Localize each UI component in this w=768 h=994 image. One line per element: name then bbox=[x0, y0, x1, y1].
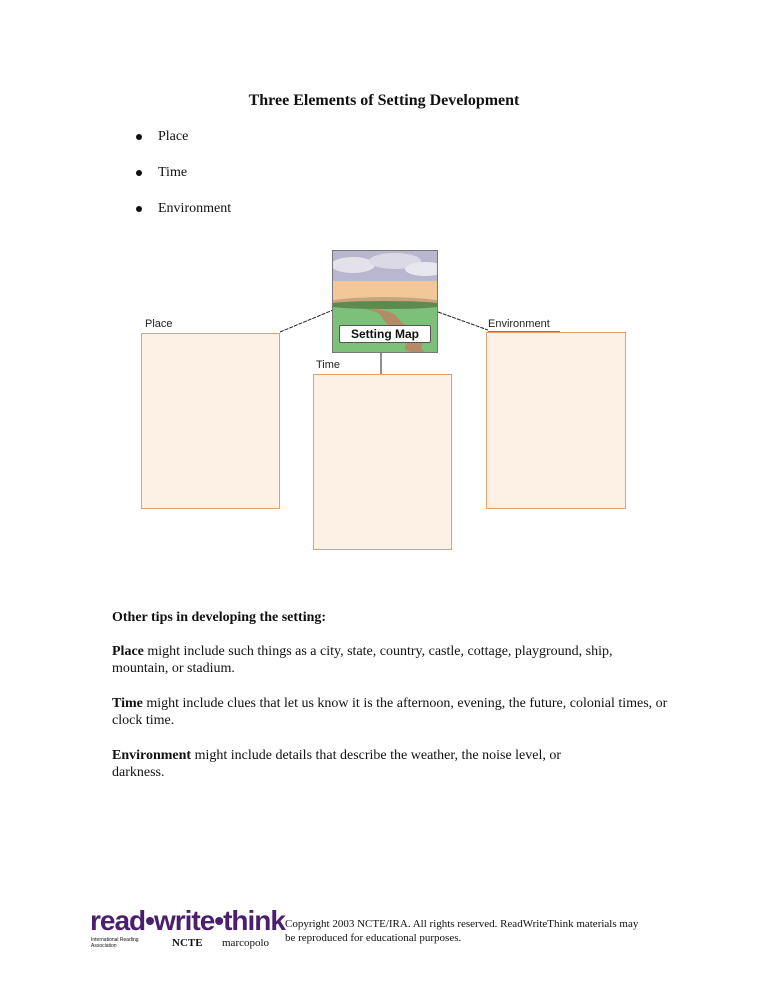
tip-place: Place might include such things as a city, state, country, castle, cottage, playground, ship, mountain, or stadium. bbox=[112, 644, 613, 676]
time-box-label: Time bbox=[316, 359, 341, 371]
time-box[interactable] bbox=[313, 374, 452, 550]
list-item: Place bbox=[136, 128, 231, 164]
place-box[interactable] bbox=[141, 333, 280, 509]
setting-map-label: Setting Map bbox=[339, 325, 431, 343]
environment-box-label: Environment bbox=[488, 318, 550, 330]
marcopolo-logo: marcopolo bbox=[222, 937, 270, 949]
tips-heading: Other tips in developing the setting: bbox=[112, 610, 327, 625]
page-title: Three Elements of Setting Development bbox=[248, 92, 520, 109]
ncte-logo: NCTE bbox=[172, 937, 203, 949]
tip-time: Time might include clues that let us know it is the afternoon, evening, the future, colonial times, or clock time. bbox=[112, 696, 668, 728]
list-item: Environment bbox=[136, 200, 231, 236]
place-box-label: Place bbox=[145, 318, 173, 330]
environment-box[interactable] bbox=[486, 332, 626, 509]
tip-environment: Environment might include details that describe the weather, the noise level, or darkness. bbox=[112, 748, 562, 780]
readwritethink-logo: read•write•think bbox=[90, 905, 285, 936]
copyright-notice: Copyright 2003 NCTE/IRA. All rights reserved. ReadWriteThink materials may be reproduced for educational purposes. bbox=[285, 918, 639, 944]
list-item: Time bbox=[136, 164, 231, 200]
ira-logo: International Reading Association bbox=[91, 937, 139, 949]
